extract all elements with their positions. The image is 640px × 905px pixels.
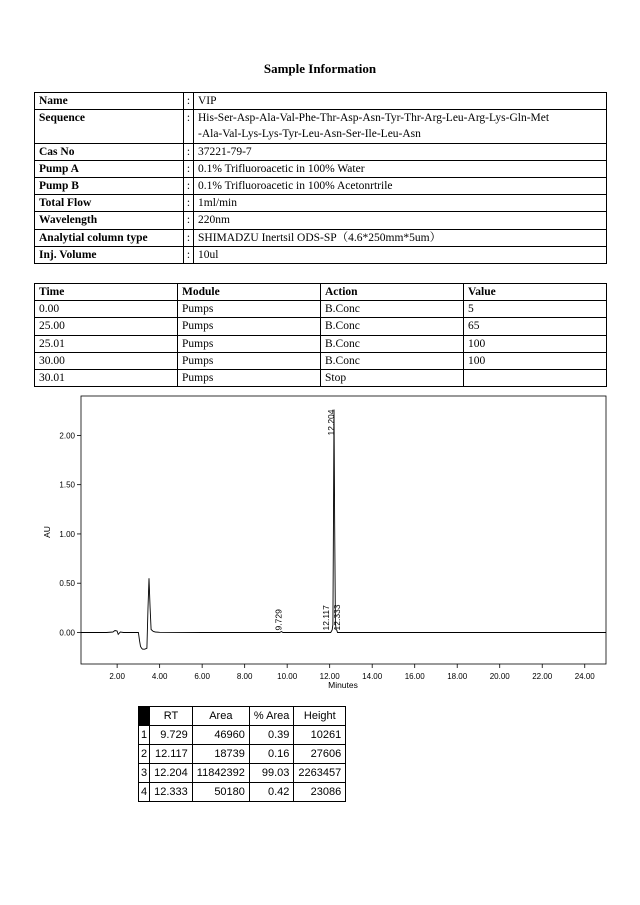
info-label: Analytial column type <box>35 229 184 246</box>
peak-cell: 27606 <box>294 745 346 764</box>
gradient-row <box>35 352 607 369</box>
peak-cell: 12.204 <box>150 764 193 783</box>
info-value-text: SHIMADZU Inertsil ODS-SP（4.6*250mm*5um） <box>198 231 442 244</box>
info-separator: : <box>184 195 194 212</box>
peak-table <box>138 706 346 802</box>
info-value <box>194 93 607 110</box>
info-label: Inj. Volume <box>35 246 184 263</box>
info-value-text: 10ul <box>198 248 219 261</box>
gradient-cell: B.Conc <box>321 335 464 352</box>
gradient-header: Action <box>321 284 464 301</box>
peak-table-corner <box>139 707 150 726</box>
info-row <box>35 143 607 160</box>
info-separator: : <box>184 246 194 263</box>
gradient-cell: B.Conc <box>321 318 464 335</box>
peak-rt-label: 12.117 <box>321 605 332 631</box>
gradient-cell: Stop <box>321 370 464 387</box>
peak-table-header: RT <box>150 707 193 726</box>
y-axis-label: AU <box>42 526 52 538</box>
info-value-text: 37221-79-7 <box>198 145 252 158</box>
info-value <box>194 110 607 143</box>
info-label: Pump B <box>35 178 184 195</box>
x-tick-label: 22.00 <box>532 672 553 681</box>
info-label: Pump A <box>35 160 184 177</box>
peak-cell: 0.39 <box>249 726 293 745</box>
info-row <box>35 229 607 246</box>
info-value <box>194 178 607 195</box>
x-tick-label: 4.00 <box>151 672 168 681</box>
info-value-text: 1ml/min <box>198 197 237 210</box>
info-value <box>194 160 607 177</box>
info-separator: : <box>184 160 194 177</box>
gradient-header: Time <box>35 284 178 301</box>
info-row <box>35 93 607 110</box>
info-value-text: His-Ser-Asp-Ala-Val-Phe-Thr-Asp-Asn-Tyr-Thr-Arg-Leu-Arg-Lys-Gln-Met <box>198 112 550 125</box>
peak-cell: 10261 <box>294 726 346 745</box>
gradient-row <box>35 370 607 387</box>
info-separator: : <box>184 178 194 195</box>
info-value <box>194 229 607 246</box>
gradient-cell: 100 <box>464 352 607 369</box>
chromatogram-chart <box>0 390 640 695</box>
chromatogram-trace <box>81 410 606 650</box>
gradient-cell: B.Conc <box>321 301 464 318</box>
peak-cell: 12.333 <box>150 783 193 802</box>
gradient-cell: Pumps <box>178 318 321 335</box>
info-value-text: VIP <box>198 95 217 107</box>
peak-rt-label: 12.204 <box>326 409 337 436</box>
info-label: Wavelength <box>35 212 184 229</box>
peak-cell: 23086 <box>294 783 346 802</box>
gradient-cell: 25.01 <box>35 335 178 352</box>
x-tick-label: 18.00 <box>447 672 468 681</box>
gradient-row <box>35 301 607 318</box>
gradient-cell: 5 <box>464 301 607 318</box>
info-separator: : <box>184 110 194 143</box>
info-value-text-cont: -Ala-Val-Lys-Lys-Tyr-Leu-Asn-Ser-Ile-Leu-Asn <box>198 128 421 141</box>
y-tick-label: 0.50 <box>59 579 75 589</box>
info-value-text: 220nm <box>198 214 230 227</box>
y-tick-label: 2.00 <box>59 431 75 441</box>
gradient-cell: Pumps <box>178 352 321 369</box>
info-value-text: 0.1% Trifluoroacetic in 100% Water <box>198 162 365 175</box>
x-tick-label: 2.00 <box>109 672 125 681</box>
peak-cell: 0.42 <box>249 783 293 802</box>
gradient-cell: 25.00 <box>35 318 178 335</box>
gradient-cell: Pumps <box>178 301 321 318</box>
gradient-cell: 30.01 <box>35 370 178 387</box>
peak-cell: 18739 <box>192 745 249 764</box>
info-label: Cas No <box>35 143 184 160</box>
x-tick-label: 24.00 <box>574 672 595 681</box>
gradient-row <box>35 318 607 335</box>
info-label: Name <box>35 93 184 110</box>
peak-cell: 9.729 <box>150 726 193 745</box>
x-tick-label: 20.00 <box>489 672 510 681</box>
gradient-cell: 65 <box>464 318 607 335</box>
plot-frame <box>81 396 606 664</box>
x-tick-label: 8.00 <box>236 672 253 681</box>
gradient-header: Module <box>178 284 321 301</box>
peak-cell: 0.16 <box>249 745 293 764</box>
info-row <box>35 178 607 195</box>
info-label: Total Flow <box>35 195 184 212</box>
peak-table-row <box>139 726 346 745</box>
info-row <box>35 160 607 177</box>
sample-info-table <box>34 92 607 264</box>
peak-rt-label: 9.729 <box>273 609 284 631</box>
info-row <box>35 246 607 263</box>
x-tick-label: 16.00 <box>404 672 425 681</box>
info-value <box>194 246 607 263</box>
info-value <box>194 143 607 160</box>
info-label: Sequence <box>35 110 184 143</box>
page-title: Sample Information <box>263 61 377 76</box>
gradient-cell: 0.00 <box>35 301 178 318</box>
info-value <box>194 195 607 212</box>
info-row <box>35 110 607 143</box>
gradient-cell: Pumps <box>178 370 321 387</box>
peak-index: 1 <box>139 726 150 745</box>
x-tick-label: 6.00 <box>194 672 210 681</box>
peak-table-header: Area <box>192 707 249 726</box>
gradient-cell: 30.00 <box>35 352 178 369</box>
info-row <box>35 212 607 229</box>
info-separator: : <box>184 229 194 246</box>
peak-cell: 2263457 <box>294 764 346 783</box>
info-value-text: 0.1% Trifluoroacetic in 100% Acetonrtrile <box>198 180 393 193</box>
peak-rt-label: 12.333 <box>331 604 342 631</box>
gradient-cell: 100 <box>464 335 607 352</box>
info-value <box>194 212 607 229</box>
peak-cell: 12.117 <box>150 745 193 764</box>
gradient-cell: Pumps <box>178 335 321 352</box>
peak-index: 3 <box>139 764 150 783</box>
peak-cell: 11842392 <box>192 764 249 783</box>
gradient-header: Value <box>464 284 607 301</box>
x-axis-label: Minutes <box>328 680 358 690</box>
x-tick-label: 14.00 <box>362 672 383 681</box>
gradient-cell <box>464 370 607 387</box>
peak-table-header: Height <box>294 707 346 726</box>
info-separator: : <box>184 212 194 229</box>
info-separator: : <box>184 143 194 160</box>
y-tick-label: 1.00 <box>59 529 75 539</box>
peak-cell: 50180 <box>192 783 249 802</box>
x-tick-label: 10.00 <box>277 672 298 681</box>
peak-index: 4 <box>139 783 150 802</box>
info-separator: : <box>184 93 194 110</box>
y-tick-label: 1.50 <box>59 480 75 490</box>
x-tick-label: 12.00 <box>319 672 340 681</box>
peak-table-row <box>139 764 346 783</box>
gradient-row <box>35 335 607 352</box>
peak-table-row <box>139 745 346 764</box>
peak-index: 2 <box>139 745 150 764</box>
peak-cell: 99.03 <box>249 764 293 783</box>
gradient-cell: B.Conc <box>321 352 464 369</box>
peak-table-header: % Area <box>249 707 293 726</box>
peak-cell: 46960 <box>192 726 249 745</box>
y-tick-label: 0.00 <box>59 628 75 638</box>
peak-table-row <box>139 783 346 802</box>
info-row <box>35 195 607 212</box>
gradient-table <box>34 283 607 387</box>
